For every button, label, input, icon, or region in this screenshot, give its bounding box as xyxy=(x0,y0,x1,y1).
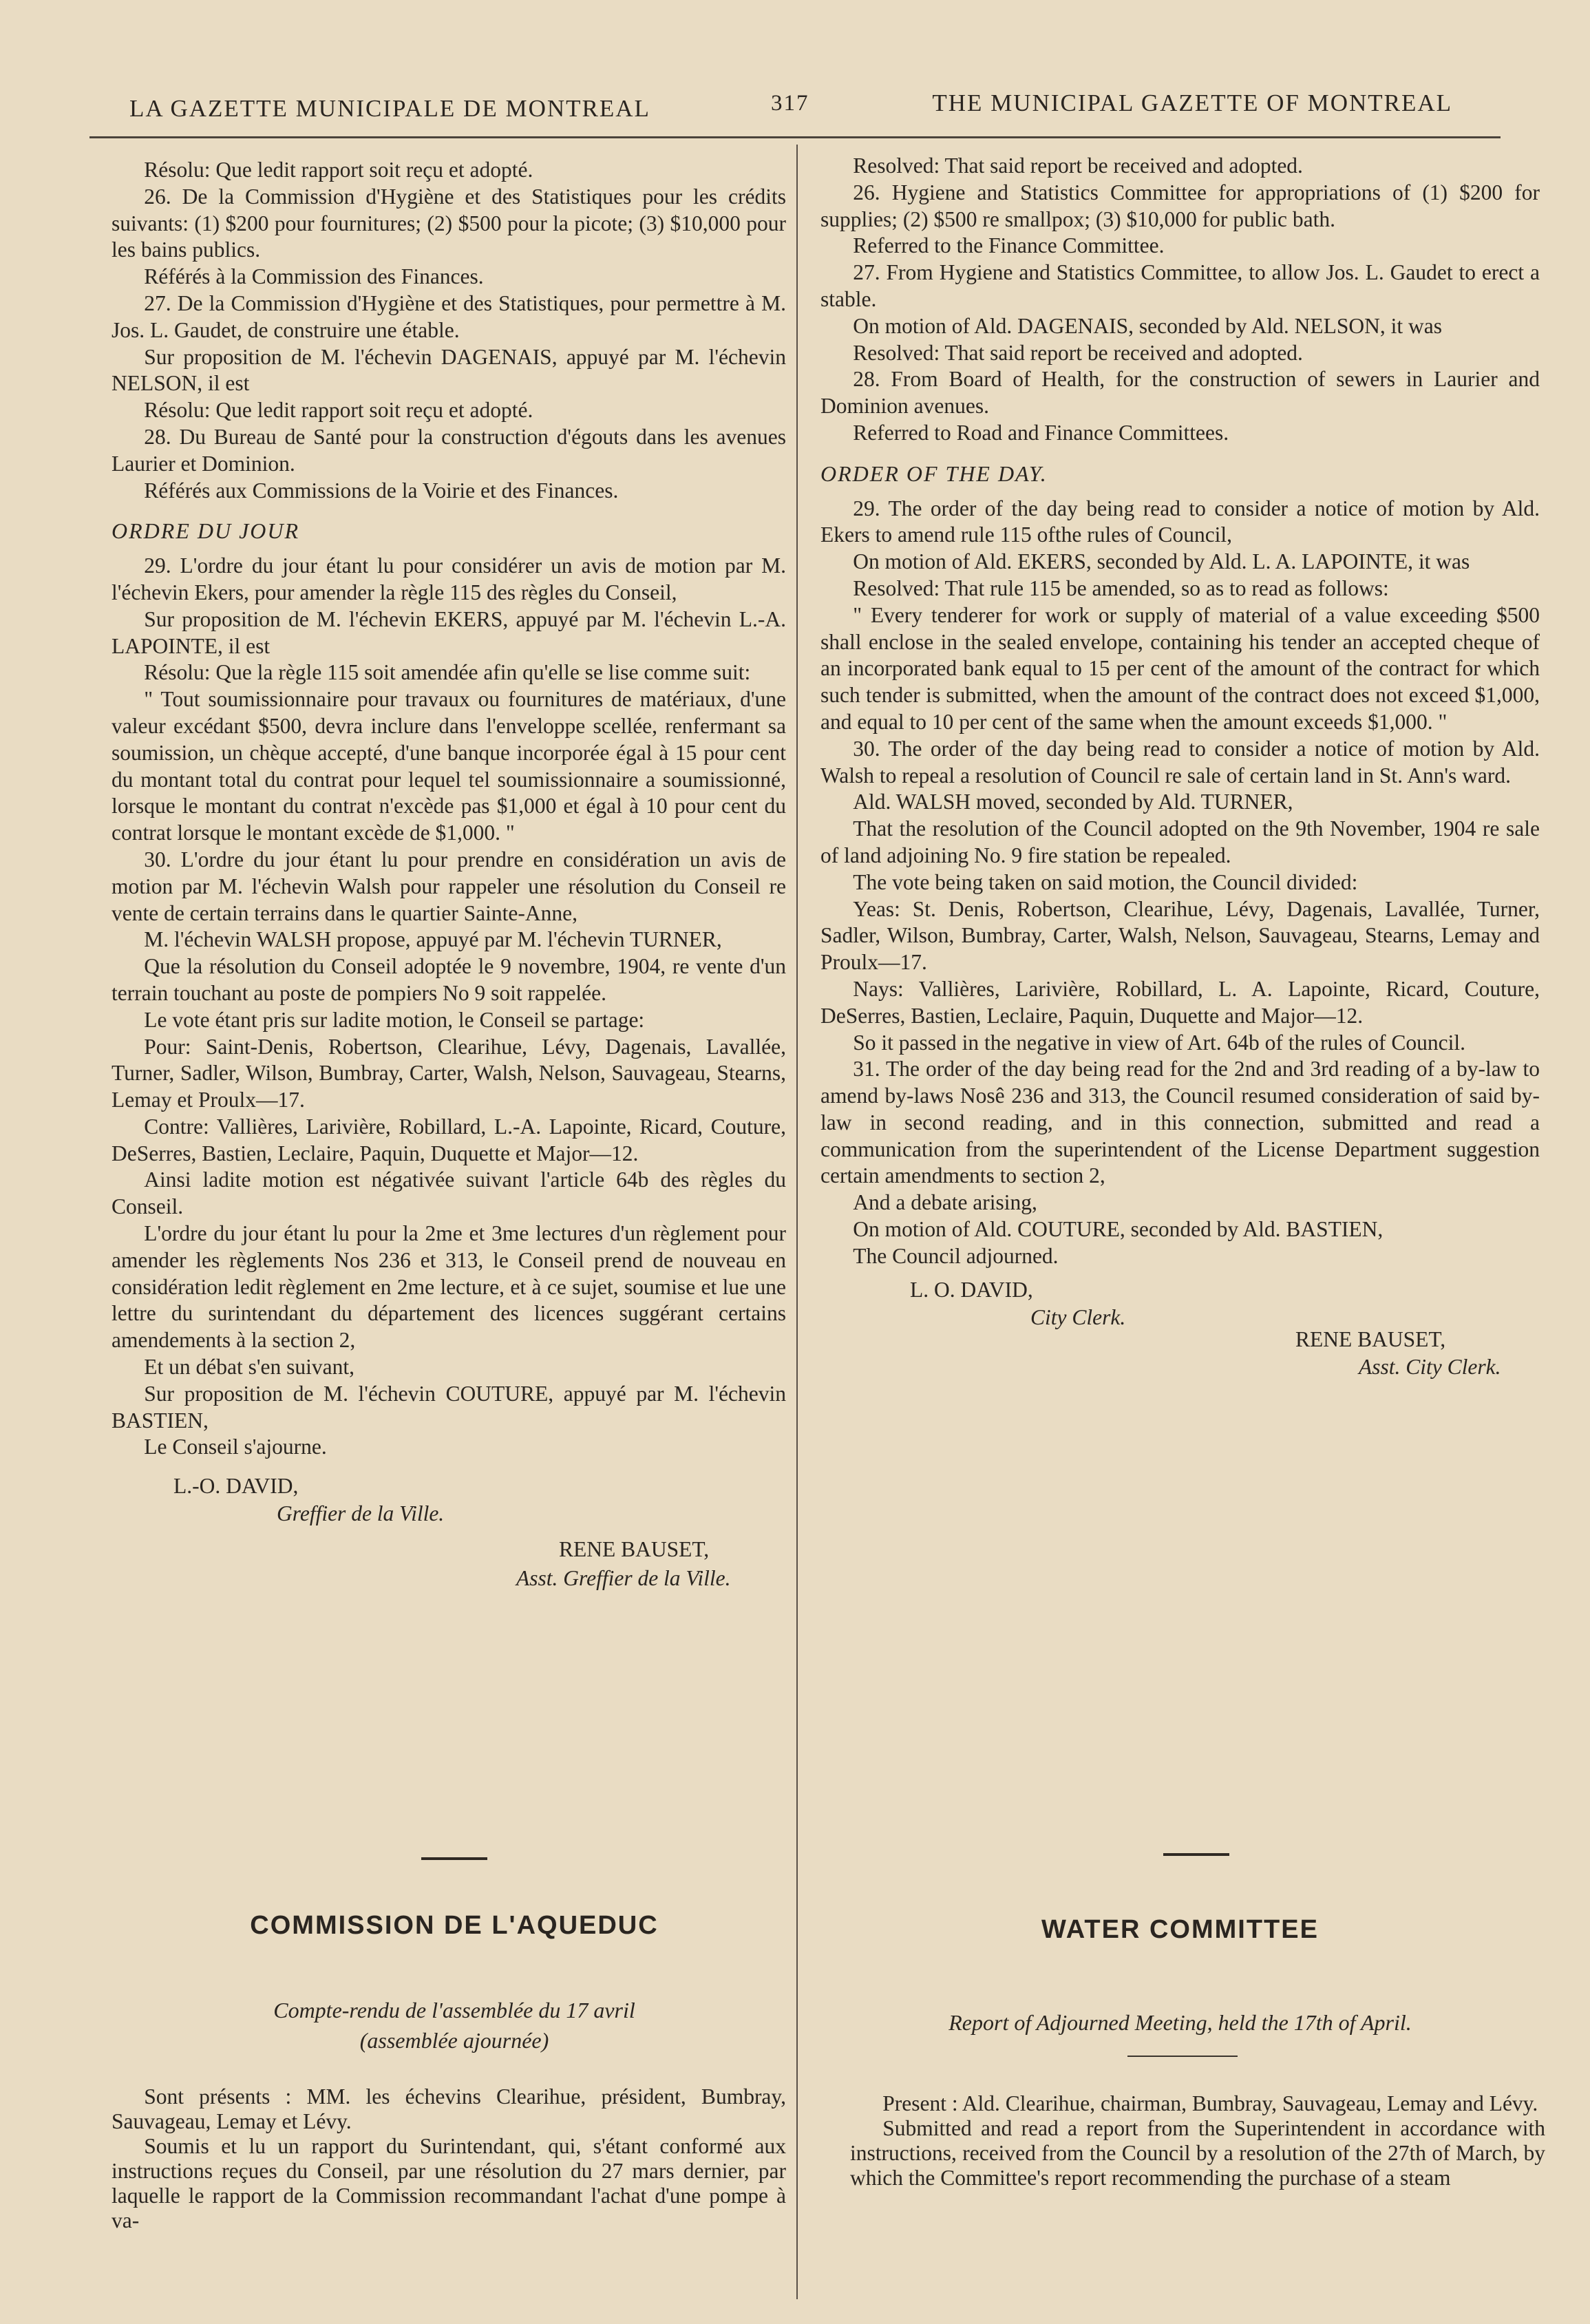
water-body xyxy=(850,2091,1545,2190)
paragraph: Référés à la Commission des Finances. xyxy=(144,264,484,289)
header-title-english: THE MUNICIPAL GAZETTE OF MONTREAL xyxy=(932,89,1452,116)
english-column xyxy=(820,153,1540,1435)
water-title: WATER COMMITTEE xyxy=(1041,1915,1319,1944)
assistant-clerk-name: RENE BAUSET, xyxy=(1295,1327,1446,1351)
paragraph: 26. De la Commission d'Hygiène et des Statistiques pour les crédits suivants: (1) $200 pour fournitures; (2) $500 pour la picote; (3) $10,000 pour les bains publics. xyxy=(112,184,786,262)
water-subtitle: Report of Adjourned Meeting, held the 17th of April. xyxy=(948,2010,1412,2035)
paragraph: 29. L'ordre du jour étant lu pour considérer un avis de motion par M. l'échevin Ekers, pour amender la règle 115 des règles du Conseil, xyxy=(112,553,786,604)
paragraph: On motion of Ald. DAGENAIS, seconded by Ald. NELSON, it was xyxy=(853,313,1442,338)
section-divider xyxy=(421,1857,487,1860)
quoted-rule: " Tout soumissionnaire pour travaux ou fournitures de matériaux, d'une valeur excédant $500, devra inclure dans l'enveloppe scellée, renfermant sa soumission, un chèque accepté, d'une banque incorporée égal à 15 pour cent du montant total du contrat pour lequel tel soumissionnaire a soumissionné, lorsque le montant du contrat n'excède pas $1,000 et égal à 10 pour cent du contrat lorsque le montant excède de $1,000. " xyxy=(112,687,786,845)
paragraph: 27. From Hygiene and Statistics Committee, to allow Jos. L. Gaudet to erect a stable. xyxy=(820,260,1540,311)
paragraph: And a debate arising, xyxy=(853,1190,1037,1215)
paragraph: Referred to Road and Finance Committees. xyxy=(853,420,1229,445)
paragraph: Ald. WALSH moved, seconded by Ald. TURNER, xyxy=(853,790,1293,814)
paragraph: Soumis et lu un rapport du Surintendant, qui, s'étant conformé aux instructions reçues du Conseil, par une résolution du 27 mars dernier, par laquelle le rapport de la Commission recommandant l'achat d'une pompe à va- xyxy=(112,2134,786,2232)
paragraph: 31. The order of the day being read for the 2nd and 3rd reading of a by-law to amend by-laws Nosê 236 and 313, the Council resumed consideration of said by-law in second reading, and in this connection, submitted and read a communication from the superintendent of the License Department suggestion certain amendments to section 2, xyxy=(820,1057,1540,1188)
column-divider xyxy=(796,145,798,2299)
paragraph: Referred to the Finance Committee. xyxy=(853,233,1165,258)
paragraph: Submitted and read a report from the Superintendent in accordance with instructions, received from the Council by a resolution of the 27th of March, by which the Committee's report recommending the purchase of a steam xyxy=(850,2116,1545,2190)
paragraph: Pour: Saint-Denis, Robertson, Clearihue, Lévy, Dagenais, Lavallée, Turner, Sadler, Wilson, Bumbray, Carter, Walsh, Nelson, Sauvageau, Stearns, Lemay et Proulx—17. xyxy=(112,1034,786,1112)
section-heading: ORDER OF THE DAY. xyxy=(820,461,1048,486)
aqueduc-subtitle-line1: Compte-rendu de l'assemblée du 17 avril xyxy=(273,1998,635,2022)
signature-block xyxy=(112,1468,786,1626)
paragraph: Résolu: Que ledit rapport soit reçu et adopté. xyxy=(144,158,533,182)
paragraph: Résolu: Que la règle 115 soit amendée afin qu'elle se lise comme suit: xyxy=(144,660,751,685)
paragraph: Yeas: St. Denis, Robertson, Clearihue, Lévy, Dagenais, Lavallée, Turner, Sadler, Wilson, Bumbray, Carter, Walsh, Nelson, Sauvageau, Stearns, Lemay and Proulx—17. xyxy=(820,896,1540,975)
paragraph: Résolu: Que ledit rapport soit reçu et adopté. xyxy=(144,398,533,423)
section-divider xyxy=(1163,1853,1229,1856)
header-rule xyxy=(89,136,1501,138)
paragraph: Resolved: That said report be received and adopted. xyxy=(853,154,1303,178)
aqueduc-title: COMMISSION DE L'AQUEDUC xyxy=(250,1911,659,1940)
paragraph: 28. Du Bureau de Santé pour la construction d'égouts dans les avenues Laurier et Dominion. xyxy=(112,424,786,476)
aqueduc-subtitle-line2: (assemblée ajournée) xyxy=(359,2028,549,2053)
paragraph: On motion of Ald. COUTURE, seconded by Ald. BASTIEN, xyxy=(853,1217,1384,1242)
paragraph: 28. From Board of Health, for the construction of sewers in Laurier and Dominion avenues. xyxy=(820,367,1540,419)
paragraph: So it passed in the negative in view of Art. 64b of the rules of Council. xyxy=(853,1030,1465,1055)
signature-block xyxy=(820,1277,1540,1435)
clerk-name: L.-O. DAVID, xyxy=(173,1474,299,1499)
paragraph: Resolved: That rule 115 be amended, so as to read as follows: xyxy=(853,575,1389,600)
paragraph: Que la résolution du Conseil adoptée le 9 novembre, 1904, re vente d'un terrain touchant au poste de pompiers No 9 soit rappelée. xyxy=(112,954,786,1005)
paragraph: Resolved: That said report be received and adopted. xyxy=(853,340,1303,365)
assistant-clerk-title: Asst. City Clerk. xyxy=(1359,1354,1501,1379)
paragraph: The vote being taken on said motion, the Council divided: xyxy=(853,869,1358,894)
paragraph: The Council adjourned. xyxy=(853,1243,1059,1268)
paragraph: M. l'échevin WALSH propose, appuyé par M. l'échevin TURNER, xyxy=(144,927,722,952)
clerk-title: City Clerk. xyxy=(1030,1304,1126,1329)
french-column xyxy=(112,157,786,1626)
page-header xyxy=(124,88,1473,129)
assistant-clerk-name: RENE BAUSET, xyxy=(559,1537,710,1562)
paragraph: Sur proposition de M. l'échevin DAGENAIS, appuyé par M. l'échevin NELSON, il est xyxy=(112,344,786,396)
paragraph: Sont présents : MM. les échevins Clearihue, président, Bumbray, Sauvageau, Lemay et Lévy. xyxy=(112,2084,786,2133)
assistant-clerk-title: Asst. Greffier de la Ville. xyxy=(516,1566,731,1591)
page-number: 317 xyxy=(771,91,809,116)
paragraph: On motion of Ald. EKERS, seconded by Ald. L. A. LAPOINTE, it was xyxy=(853,549,1470,574)
paragraph: 30. L'ordre du jour étant lu pour prendre en considération un avis de motion par M. l'échevin Walsh pour rappeler une résolution du Conseil re vente de certain terrains dans le quartier Sainte-Anne, xyxy=(112,847,786,925)
paragraph: Le vote étant pris sur ladite motion, le Conseil se partage: xyxy=(144,1007,645,1032)
paragraph: That the resolution of the Council adopted on the 9th November, 1904 re sale of land adjoining No. 9 fire station be repealed. xyxy=(820,816,1540,867)
paragraph: 26. Hygiene and Statistics Committee for appropriations of (1) $200 for supplies; (2) $500 re smallpox; (3) $10,000 for public bath. xyxy=(820,180,1540,231)
header-title-french: LA GAZETTE MUNICIPALE DE MONTREAL xyxy=(129,95,650,122)
paragraph: Sur proposition de M. l'échevin COUTURE, appuyé par M. l'échevin BASTIEN, xyxy=(112,1381,786,1433)
paragraph: L'ordre du jour étant lu pour la 2me et 3me lectures d'un règlement pour amender les règlements Nos 236 et 313, le Conseil prend de nouveau en considération ledit règlement en 2me lecture, et à ce sujet, soumise et lue une lettre du surintendant du département des licences suggérant certains amendements à la section 2, xyxy=(112,1221,786,1353)
paragraph: 29. The order of the day being read to consider a notice of motion by Ald. Ekers to amend rule 115 ofthe rules of Council, xyxy=(820,496,1540,547)
clerk-title: Greffier de la Ville. xyxy=(277,1501,445,1526)
paragraph: Le Conseil s'ajourne. xyxy=(144,1435,327,1459)
subtitle-rule xyxy=(1127,2056,1238,2057)
paragraph: 27. De la Commission d'Hygiène et des Statistiques, pour permettre à M. Jos. L. Gaudet, de construire une étable. xyxy=(112,290,786,342)
paragraph: Nays: Vallières, Larivière, Robillard, L. A. Lapointe, Ricard, Couture, DeSerres, Bastien, Leclaire, Paquin, Duquette and Major—12. xyxy=(820,976,1540,1028)
paragraph: Référés aux Commissions de la Voirie et des Finances. xyxy=(144,478,619,503)
aqueduc-body xyxy=(112,2084,786,2233)
aqueduc-subtitle xyxy=(110,1995,798,2056)
quoted-rule: " Every tenderer for work or supply of material of a value exceeding $500 shall enclose in the sealed envelope, containing his tender an accepted cheque of an incorporated bank equal to 15 per cent of the amount of the contract for which such tender is submitted, when the amount of the contract does not exceed $1,000, and equal to 10 per cent of the same when the amount exceeds $1,000. " xyxy=(820,602,1540,734)
clerk-name: L. O. DAVID, xyxy=(910,1277,1033,1302)
paragraph: Present : Ald. Clearihue, chairman, Bumbray, Sauvageau, Lemay and Lévy. xyxy=(882,2091,1538,2115)
paragraph: Sur proposition de M. l'échevin EKERS, appuyé par M. l'échevin L.-A. LAPOINTE, il est xyxy=(112,606,786,658)
paragraph: Ainsi ladite motion est négativée suivant l'article 64b des règles du Conseil. xyxy=(112,1168,786,1219)
paragraph: 30. The order of the day being read to consider a notice of motion by Ald. Walsh to repeal a resolution of Council re sale of certain land in St. Ann's ward. xyxy=(820,736,1540,788)
paragraph: Et un débat s'en suivant, xyxy=(144,1355,354,1380)
section-heading: ORDRE DU JOUR xyxy=(112,518,300,544)
paragraph: Contre: Vallières, Larivière, Robillard, L.-A. Lapointe, Ricard, Couture, DeSerres, Bastien, Leclaire, Paquin, Duquette et Major—12. xyxy=(112,1114,786,1165)
